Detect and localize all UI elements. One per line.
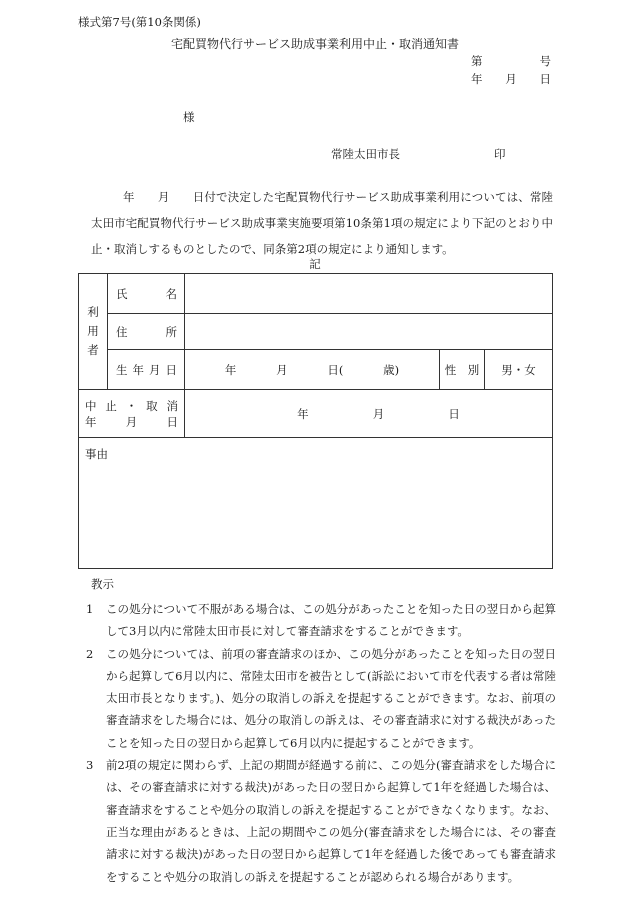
- birth-age: 歳): [383, 362, 400, 377]
- addressee-honorific: 様: [183, 110, 195, 124]
- stop-date-field[interactable]: [185, 390, 553, 438]
- birth-label-1: 生: [116, 362, 128, 377]
- user-char-2: 用: [87, 324, 99, 338]
- date-day: 日: [539, 72, 551, 86]
- birth-label-2: 年: [132, 362, 144, 377]
- stop-label-year: 年: [85, 414, 97, 429]
- stop-label-day: 日: [166, 414, 178, 429]
- reason-field[interactable]: [79, 438, 553, 569]
- body-paragraph: 年 月 日付で決定した宅配買物代行サービス助成事業利用については、常陸太田市宅配買物代行サービス助成事業実施要項第10条第1項の規定により下記のとおり中止・取消しするものとしたので、同条第2項の規定により通知します。: [91, 190, 553, 256]
- stop-label-4: 取: [146, 398, 158, 413]
- ki-heading: 記: [309, 257, 321, 271]
- sex-label: 性 別: [440, 350, 485, 390]
- sex-field[interactable]: 男・女: [485, 350, 553, 390]
- stop-year: 年: [297, 406, 309, 421]
- date-year: 年: [471, 72, 483, 86]
- instruction-item: [86, 754, 556, 888]
- instruction-item: [86, 643, 556, 754]
- name-field[interactable]: [185, 274, 553, 314]
- birth-label: [108, 350, 185, 390]
- name-label-1: 氏: [116, 286, 128, 301]
- user-char-1: 利: [87, 305, 99, 319]
- seal-mark: 印: [494, 147, 506, 161]
- address-field[interactable]: [185, 314, 553, 350]
- date-month: 月: [505, 72, 517, 86]
- instruction-text: この処分について不服がある場合は、この処分があったことを知った日の翌日から起算して3月以内に常陸太田市長に対して審査請求をすることができます。: [106, 602, 556, 639]
- instruction-text: この処分については、前項の審査請求のほか、この処分があったことを知った日の翌日から起算して6月以内に、常陸太田市を被告として(訴訟において市を代表する者は常陸太田市長となります。)、処分の取消しの訴えを提起することができます。なお、前項の審査請求をした場合には、処分の取消しの訴えは、その審査請求に対する裁決があったことを知った日の翌日から起算して6月以内に提起することができます。: [106, 646, 556, 750]
- instructions-list: [86, 598, 556, 888]
- user-char-3: 者: [87, 343, 99, 357]
- document-number: [471, 53, 551, 69]
- stop-label-month: 月: [125, 414, 138, 429]
- stop-label-1: 中: [85, 398, 97, 413]
- stop-day: 日: [448, 406, 460, 421]
- birth-day: 日(: [327, 362, 344, 377]
- instruction-number: 2: [86, 646, 94, 661]
- number-dai: 第: [471, 54, 483, 68]
- name-label: [108, 274, 185, 314]
- instruction-number: 1: [86, 602, 94, 616]
- document-title: 宅配買物代行サービス助成事業利用中止・取消通知書: [170, 37, 459, 51]
- birth-label-3: 月: [149, 362, 161, 377]
- form-number: 様式第7号(第10条関係): [78, 15, 201, 29]
- stop-date-label: [79, 390, 185, 438]
- address-label: [108, 314, 185, 350]
- stop-label-2: 止: [105, 398, 117, 413]
- name-label-2: 名: [165, 286, 177, 301]
- stop-label-5: 消: [166, 398, 178, 413]
- birth-month: 月: [276, 362, 288, 377]
- birth-field[interactable]: [185, 350, 440, 390]
- notice-table: [78, 273, 553, 569]
- instructions-heading: 教示: [91, 577, 114, 591]
- instruction-item: [86, 598, 556, 643]
- stop-label-3: ・: [125, 398, 138, 413]
- issue-date: [471, 71, 551, 87]
- number-go: 号: [539, 54, 551, 68]
- address-label-2: 所: [165, 324, 177, 339]
- issuer-mayor: 常陸太田市長: [331, 147, 400, 161]
- address-label-1: 住: [116, 324, 128, 339]
- reason-label: 事由: [85, 447, 108, 461]
- stop-month: 月: [372, 406, 385, 421]
- instruction-text: 前2項の規定に関わらず、上記の期間が経過する前に、この処分(審査請求をした場合には、その審査請求に対する裁決)があった日の翌日から起算して1年を経過した場合は、審査請求をすることや処分の取消しの訴えを提起することができなくなります。なお、正当な理由があるときは、上記の期間やこの処分(審査請求をした場合には、その審査請求に対する裁決)があった日の翌日から起算して1年を経過した後であっても審査請求をすることや処分の取消しの訴えを提起することが認められる場合があります。: [106, 758, 556, 884]
- user-group-label: [79, 274, 108, 390]
- instruction-number: 3: [86, 758, 94, 773]
- birth-year: 年: [224, 362, 237, 377]
- birth-label-4: 日: [165, 362, 177, 377]
